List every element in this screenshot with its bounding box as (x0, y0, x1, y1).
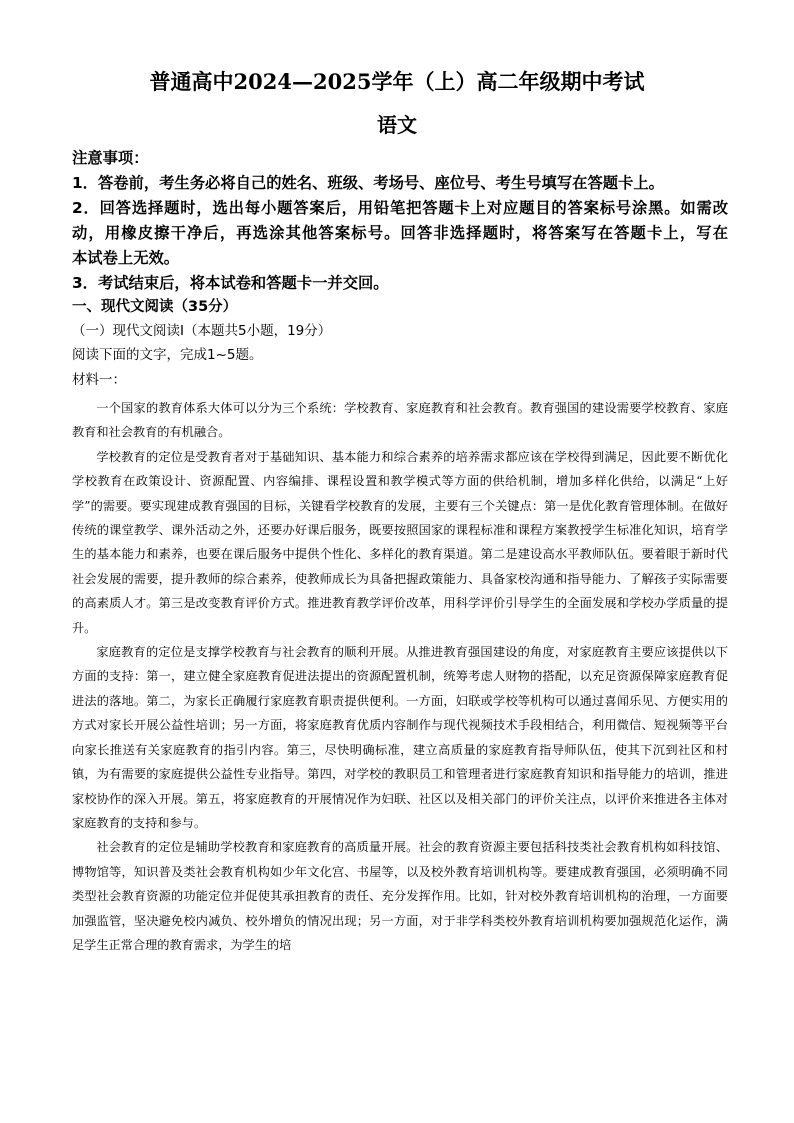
instructions-heading: 注意事项： (72, 149, 149, 167)
reading-passage (72, 396, 728, 957)
instruction-item-2-line-2: 动，用橡皮擦干净后，再选涂其他答案标号。回答非选择题时，将答案写在答题卡上，写在 (72, 224, 728, 242)
passage-paragraph-2: 学校教育的定位是受教育者对于基础知识、基本能力和综合素养的培养需求都应该在学校得到满足，因此要不断优化学校教育在政策设计、资源配置、内容编排、课程设置和教学模式等方面的供给机制，增加多样化供给，以满足“上好学”的需要。要实现建成教育强国的目标，关键看学校教育的发展，主要有三个关键点：第一是优化教育管理体制。在做好传统的课堂教学、课外活动之外，还要办好课后服务，既要按照国家的课程标准和课程方案教授学生标准化知识，培育学生的基本能力和素养，也要在课后服务中提供个性化、多样化的教育渠道。第二是建设高水平教师队伍。要着眼于新时代社会发展的需要，提升教师的综合素养，使教师成长为具备把握政策能力、具备家校沟通和指导能力、了解孩子实际需要的高素质人才。第三是改变教育评价方式。推进教育教学评价改革，用科学评价引导学生的全面发展和学校办学质量的提升。 (72, 449, 728, 635)
instruction-item-3: 3．考试结束后，将本试卷和答题卡一并交回。 (72, 274, 389, 292)
passage-paragraph-3: 家庭教育的定位是支撑学校教育与社会教育的顺利开展。从推进教育强国建设的角度，对家庭教育主要应该提供以下方面的支持：第一，建立健全家庭教育促进法提出的资源配置机制，统筹考虑人财物的搭配，以充足资源保障家庭教育促进法的落地。第二，为家长正确履行家庭教育职责提供便利。一方面，妇联或学校等机构可以通过喜闻乐见、方便实用的方式对家长开展公益性培训；另一方面，将家庭教育优质内容制作与现代视频技术手段相结合，利用微信、短视频等平台向家长推送有关家庭教育的指引内容。第三，尽快明确标准，建立高质量的家庭教育指导师队伍，使其下沉到社区和村镇，为有需要的家庭提供公益性专业指导。第四，对学校的教职员工和管理者进行家庭教育知识和指导能力的培训，推进家校协作的深入开展。第五，将家庭教育的开展情况作为妇联、社区以及相关部门的评价关注点，以评价来推进各主体对家庭教育的支持和参与。 (72, 645, 728, 830)
reading-instruction: 阅读下面的文字，完成1~5题。 (72, 347, 263, 363)
instruction-item-1: 1．答卷前，考生务必将自己的姓名、班级、考场号、座位号、考生号填写在答题卡上。 (72, 174, 664, 192)
part-heading: （一）现代文阅读Ⅰ（本题共5小题，19分） (72, 323, 332, 339)
subject-title: 语文 (377, 113, 417, 137)
exam-title: 普通高中2024—2025学年（上）高二年级期中考试 (149, 69, 645, 94)
instruction-item-2-line-3: 本试卷上无效。 (72, 249, 180, 267)
section-heading: 一、现代文阅读（35分） (72, 299, 238, 315)
instruction-item-2-line-1: 2．回答选择题时，选出每小题答案后，用铅笔把答题卡上对应题目的答案标号涂黑。如需改 (72, 199, 728, 217)
material-label: 材料一： (72, 372, 126, 388)
passage-paragraph-1: 一个国家的教育体系大体可以分为三个系统：学校教育、家庭教育和社会教育。教育强国的建设需要学校教育、家庭教育和社会教育的有机融合。 (72, 401, 728, 440)
passage-paragraph-4: 社会教育的定位是辅助学校教育和家庭教育的高质量开展。社会的教育资源主要包括科技类社会教育机构如科技馆、博物馆等，知识普及类社会教育机构如少年文化宫、书屋等，以及校外教育培训机构等。要建成教育强国，必须明确不同类型社会教育资源的功能定位并促使其承担教育的责任、充分发挥作用。比如，针对校外教育培训机构的治理，一方面要加强监管，坚决避免校内减负、校外增负的情况出现；另一方面，对于非学科类校外教育培训机构要加强规范化运作，满足学生正常合理的教育需求，为学生的培 (72, 840, 728, 952)
instructions-block (72, 146, 728, 296)
